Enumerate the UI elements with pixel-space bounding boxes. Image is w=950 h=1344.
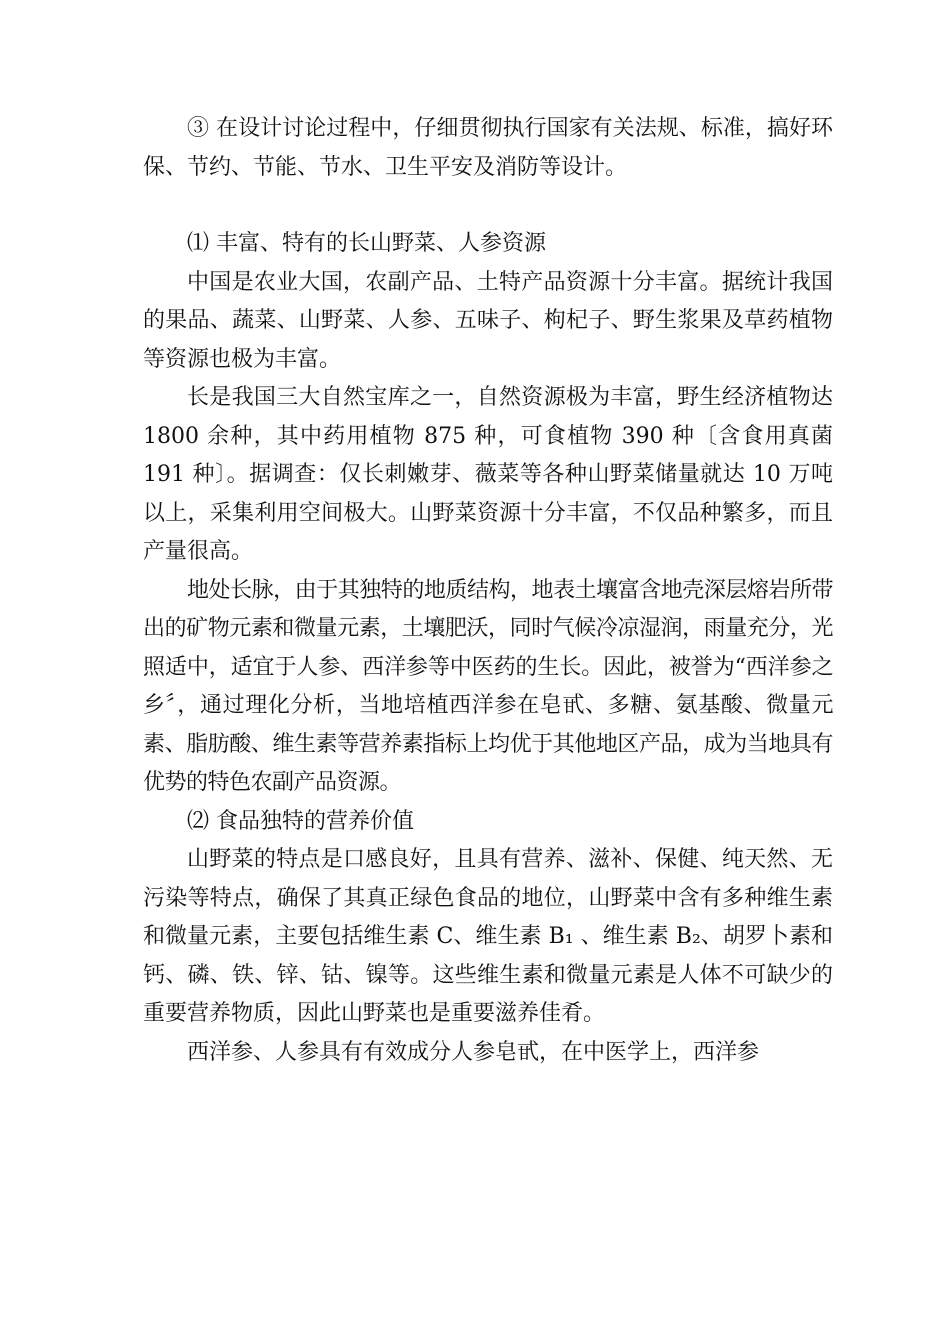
paragraph-gap <box>143 187 833 225</box>
paragraph-ginseng: 西洋参、人参具有有效成分人参皂甙，在中医学上，西洋参 <box>187 1039 760 1065</box>
section-heading-nutrition: ⑵ 食品独特的营养价值 <box>187 808 414 834</box>
paragraph-natural-treasury: 长是我国三大自然宝库之一，自然资源极为丰富，野生经济植物达 1800 余种，其中药用植物 875 种，可食植物 390 种〔含食用真菌 191 种〕。据调查：仅长刺嫩芽、薇菜等各种山野菜储量就达 10 万吨以上，采集利用空间极大。山野菜资源十分丰富，不仅品种繁多，而且产量很高。 <box>143 385 833 564</box>
paragraph-china-agriculture: 中国是农业大国，农副产品、土特产品资源十分丰富。据统计我国的果品、蔬菜、山野菜、人参、五味子、枸杞子、野生浆果及草药植物等资源也极为丰富。 <box>143 269 833 372</box>
paragraph-geology: 地处长脉，由于其独特的地质结构，地表土壤富含地壳深层熔岩所带出的矿物元素和微量元素，土壤肥沃，同时气候冷凉湿润，雨量充分，光照适中，适宜于人参、西洋参等中医药的生长。因此，被誉为“西洋参之乡〞，通过理化分析，当地培植西洋参在皂甙、多糖、氨基酸、微量元素、脂肪酸、维生素等营养素指标上均优于其他地区产品，成为当地具有优势的特色农副产品资源。 <box>143 577 833 795</box>
paragraph-design-principle: ③ 在设计讨论过程中，仔细贯彻执行国家有关法规、标准，搞好环保、节约、节能、节水、卫生平安及消防等设计。 <box>143 116 833 180</box>
section-heading-resources: ⑴ 丰富、特有的长山野菜、人参资源 <box>187 231 546 256</box>
paragraph-wild-vegetables: 山野菜的特点是口感良好，且具有营养、滋补、保健、纯天然、无污染等特点，确保了其真正绿色食品的地位，山野菜中含有多种维生素和微量元素，主要包括维生素 C、维生素 B₁ 、维生素 B₂、胡罗卜素和钙、磷、铁、锌、钴、镍等。这些维生素和微量元素是人体不可缺少的重要营养物质，因此山野菜也是重要滋养佳肴。 <box>143 847 833 1026</box>
document-page <box>143 110 833 1072</box>
